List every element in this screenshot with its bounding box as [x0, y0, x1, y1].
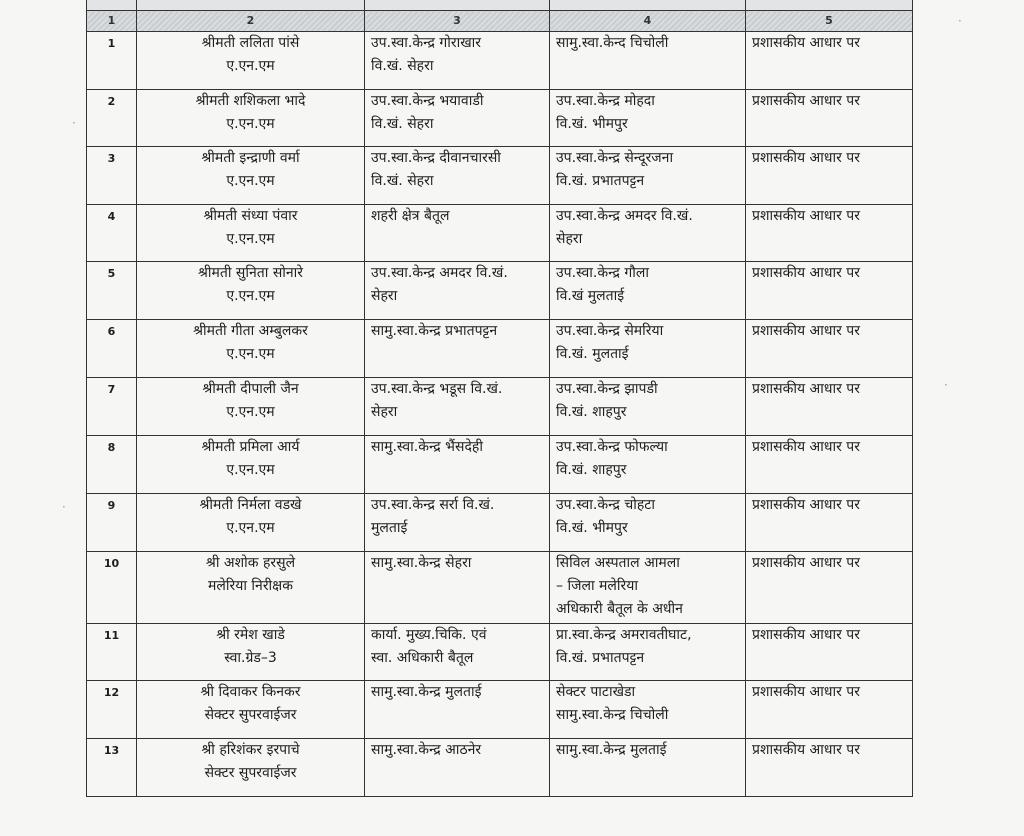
current-posting-cell-line: कार्या. मुख्य.चिकि. एवं — [371, 627, 487, 643]
employee-name-cell-line: सेक्टर सुपरवाईजर — [204, 707, 297, 723]
new-posting-cell — [550, 320, 746, 378]
new-posting-cell-line: उप.स्वा.केन्द्र फोफल्या — [556, 439, 668, 455]
employee-name-cell-line: ए.एन.एम — [226, 520, 275, 536]
employee-name-cell — [137, 624, 365, 681]
new-posting-cell — [550, 205, 746, 262]
row-serial-number: 6 — [87, 320, 137, 378]
new-posting-cell — [550, 552, 746, 624]
table-row — [87, 320, 913, 378]
table-header-row — [87, 11, 913, 32]
header-col-5: 5 — [746, 11, 913, 32]
new-posting-cell — [550, 681, 746, 739]
employee-name-cell-line: श्री हरिशंकर इरपाचे — [201, 742, 300, 758]
table-row — [87, 147, 913, 205]
employee-name-cell-line: ए.एन.एम — [226, 346, 275, 362]
employee-name-cell-line: श्रीमती संध्या पंवार — [203, 208, 298, 224]
new-posting-cell-line: वि.खं मुलताई — [556, 288, 625, 304]
current-posting-cell — [365, 494, 550, 552]
row-serial-number: 10 — [87, 552, 137, 624]
employee-name-cell — [137, 262, 365, 320]
current-posting-cell-line: सेहरा — [371, 404, 398, 420]
employee-name-cell-line: स्वा.ग्रेड–3 — [224, 650, 277, 666]
current-posting-cell — [365, 90, 550, 147]
current-posting-cell-line: वि.खं. सेहरा — [371, 58, 434, 74]
new-posting-cell-line: सेक्टर पाटाखेडा — [556, 684, 636, 700]
new-posting-cell-line: उप.स्वा.केन्द्र अमदर वि.खं. — [556, 208, 693, 224]
table-top-strip — [87, 0, 913, 11]
transfer-basis-cell: प्रशासकीय आधार पर — [746, 262, 913, 320]
employee-name-cell-line: श्रीमती इन्द्राणी वर्मा — [201, 150, 300, 166]
current-posting-cell-line: स्वा. अधिकारी बैतूल — [371, 650, 474, 666]
employee-name-cell — [137, 147, 365, 205]
current-posting-cell — [365, 681, 550, 739]
current-posting-cell-line: उप.स्वा.केन्द्र गोराखार — [371, 35, 482, 51]
employee-name-cell-line: श्री रमेश खाडे — [216, 627, 285, 643]
employee-name-cell-line: ए.एन.एम — [226, 462, 275, 478]
current-posting-cell — [365, 552, 550, 624]
transfer-basis-cell: प्रशासकीय आधार पर — [746, 681, 913, 739]
new-posting-cell-line: वि.खं. प्रभातपट्टन — [556, 173, 645, 189]
row-serial-number: 12 — [87, 681, 137, 739]
current-posting-cell-line: वि.खं. सेहरा — [371, 116, 434, 132]
transfer-basis-cell: प्रशासकीय आधार पर — [746, 494, 913, 552]
current-posting-cell-line: सामु.स्वा.केन्द्र मुलताई — [371, 684, 482, 700]
new-posting-cell-line: वि.खं. भीमपुर — [556, 520, 628, 536]
row-serial-number: 9 — [87, 494, 137, 552]
new-posting-cell — [550, 90, 746, 147]
scan-speck: · — [62, 500, 66, 514]
employee-name-cell-line: ए.एन.एम — [226, 231, 275, 247]
current-posting-cell — [365, 205, 550, 262]
table-row — [87, 739, 913, 797]
transfer-basis-cell: प्रशासकीय आधार पर — [746, 205, 913, 262]
new-posting-cell-line: वि.खं. शाहपुर — [556, 462, 627, 478]
row-serial-number: 5 — [87, 262, 137, 320]
new-posting-cell-line: वि.खं. प्रभातपट्टन — [556, 650, 645, 666]
current-posting-cell-line: उप.स्वा.केन्द्र सर्रा वि.खं. — [371, 497, 495, 513]
current-posting-cell-line: वि.खं. सेहरा — [371, 173, 434, 189]
transfer-basis-cell: प्रशासकीय आधार पर — [746, 739, 913, 797]
new-posting-cell-line: सामु.स्वा.केन्द्र चिचोली — [556, 707, 669, 723]
transfer-basis-cell: प्रशासकीय आधार पर — [746, 436, 913, 494]
transfer-basis-cell: प्रशासकीय आधार पर — [746, 624, 913, 681]
row-serial-number: 1 — [87, 32, 137, 90]
employee-name-cell-line: ए.एन.एम — [226, 404, 275, 420]
employee-name-cell-line: श्रीमती शशिकला भादे — [195, 93, 306, 109]
row-serial-number: 3 — [87, 147, 137, 205]
row-serial-number: 8 — [87, 436, 137, 494]
new-posting-cell-line: सिविल अस्पताल आमला — [556, 555, 680, 571]
table-row — [87, 205, 913, 262]
employee-name-cell — [137, 378, 365, 436]
header-col-4: 4 — [550, 11, 746, 32]
current-posting-cell-line: सामु.स्वा.केन्द्र प्रभातपट्टन — [371, 323, 498, 339]
table-row — [87, 436, 913, 494]
row-serial-number: 4 — [87, 205, 137, 262]
employee-name-cell-line: ए.एन.एम — [226, 288, 275, 304]
employee-name-cell — [137, 436, 365, 494]
current-posting-cell-line: सेहरा — [371, 288, 398, 304]
employee-name-cell — [137, 494, 365, 552]
table-row — [87, 494, 913, 552]
row-serial-number: 11 — [87, 624, 137, 681]
scan-speck: · — [944, 378, 948, 392]
new-posting-cell-line: अधिकारी बैतूल के अधीन — [556, 601, 683, 617]
current-posting-cell-line: सामु.स्वा.केन्द्र भैंसदेही — [371, 439, 483, 455]
transfer-basis-cell: प्रशासकीय आधार पर — [746, 320, 913, 378]
new-posting-cell-line: उप.स्वा.केन्द्र सेन्दूरजना — [556, 150, 674, 166]
current-posting-cell-line: उप.स्वा.केन्द्र भडूस वि.खं. — [371, 381, 503, 397]
new-posting-cell — [550, 32, 746, 90]
current-posting-cell-line: सामु.स्वा.केन्द्र सेहरा — [371, 555, 472, 571]
header-col-2: 2 — [137, 11, 365, 32]
new-posting-cell-line: वि.खं. मुलताई — [556, 346, 629, 362]
current-posting-cell — [365, 739, 550, 797]
employee-name-cell-line: श्रीमती गीता अम्बुलकर — [193, 323, 308, 339]
current-posting-cell — [365, 378, 550, 436]
new-posting-cell-line: वि.खं. भीमपुर — [556, 116, 628, 132]
table-row — [87, 262, 913, 320]
table-row — [87, 681, 913, 739]
employee-name-cell — [137, 552, 365, 624]
new-posting-cell-line: सामु.स्वा.केन्द्र मुलताई — [556, 742, 667, 758]
transfer-basis-cell: प्रशासकीय आधार पर — [746, 32, 913, 90]
employee-name-cell-line: मलेरिया निरीक्षक — [208, 578, 293, 594]
new-posting-cell-line: प्रा.स्वा.केन्द्र अमरावतीघाट, — [556, 627, 692, 643]
current-posting-cell — [365, 147, 550, 205]
current-posting-cell-line: सामु.स्वा.केन्द्र आठनेर — [371, 742, 482, 758]
new-posting-cell-line: उप.स्वा.केन्द्र चोहटा — [556, 497, 655, 513]
transfer-table — [86, 0, 913, 797]
current-posting-cell — [365, 624, 550, 681]
new-posting-cell-line: उप.स्वा.केन्द्र मोहदा — [556, 93, 655, 109]
table-row — [87, 624, 913, 681]
new-posting-cell-line: उप.स्वा.केन्द्र सेमरिया — [556, 323, 664, 339]
current-posting-cell-line: उप.स्वा.केन्द्र भयावाडी — [371, 93, 484, 109]
current-posting-cell — [365, 436, 550, 494]
row-serial-number: 7 — [87, 378, 137, 436]
new-posting-cell-line: उप.स्वा.केन्द्र गौला — [556, 265, 649, 281]
employee-name-cell-line: ए.एन.एम — [226, 173, 275, 189]
current-posting-cell-line: मुलताई — [371, 520, 408, 536]
new-posting-cell-line: वि.खं. शाहपुर — [556, 404, 627, 420]
current-posting-cell — [365, 262, 550, 320]
current-posting-cell-line: शहरी क्षेत्र बैतूल — [371, 208, 450, 224]
transfer-basis-cell: प्रशासकीय आधार पर — [746, 147, 913, 205]
new-posting-cell-line: – जिला मलेरिया — [556, 578, 638, 594]
new-posting-cell-line: सामु.स्वा.केन्द चिचोली — [556, 35, 669, 51]
transfer-table-container — [86, 0, 912, 797]
new-posting-cell — [550, 624, 746, 681]
employee-name-cell-line: श्रीमती ललिता पांसे — [201, 35, 300, 51]
employee-name-cell — [137, 681, 365, 739]
employee-name-cell-line: श्री अशोक हरसुले — [205, 555, 296, 571]
new-posting-cell-line: उप.स्वा.केन्द्र झापडी — [556, 381, 658, 397]
table-row — [87, 552, 913, 624]
new-posting-cell-line: सेहरा — [556, 231, 583, 247]
current-posting-cell — [365, 320, 550, 378]
row-serial-number: 13 — [87, 739, 137, 797]
row-serial-number: 2 — [87, 90, 137, 147]
header-col-1: 1 — [87, 11, 137, 32]
transfer-basis-cell: प्रशासकीय आधार पर — [746, 378, 913, 436]
new-posting-cell — [550, 147, 746, 205]
transfer-basis-cell: प्रशासकीय आधार पर — [746, 90, 913, 147]
employee-name-cell — [137, 320, 365, 378]
header-col-3: 3 — [365, 11, 550, 32]
employee-name-cell — [137, 205, 365, 262]
employee-name-cell-line: सेक्टर सुपरवाईजर — [204, 765, 297, 781]
scan-speck: · — [72, 116, 76, 130]
scan-speck: · — [958, 14, 962, 28]
new-posting-cell — [550, 436, 746, 494]
current-posting-cell-line: उप.स्वा.केन्द्र दीवानचारसी — [371, 150, 501, 166]
new-posting-cell — [550, 262, 746, 320]
employee-name-cell-line: ए.एन.एम — [226, 116, 275, 132]
employee-name-cell-line: श्रीमती निर्मला वडखे — [199, 497, 302, 513]
table-row — [87, 378, 913, 436]
table-row — [87, 90, 913, 147]
new-posting-cell — [550, 739, 746, 797]
employee-name-cell-line: श्री दिवाकर किनकर — [200, 684, 301, 700]
new-posting-cell — [550, 378, 746, 436]
employee-name-cell-line: श्रीमती सुनिता सोनारे — [197, 265, 304, 281]
table-row — [87, 32, 913, 90]
current-posting-cell-line: उप.स्वा.केन्द्र अमदर वि.खं. — [371, 265, 508, 281]
new-posting-cell — [550, 494, 746, 552]
current-posting-cell — [365, 32, 550, 90]
transfer-basis-cell: प्रशासकीय आधार पर — [746, 552, 913, 624]
employee-name-cell — [137, 90, 365, 147]
employee-name-cell — [137, 739, 365, 797]
employee-name-cell-line: श्रीमती प्रमिला आर्य — [201, 439, 300, 455]
employee-name-cell-line: श्रीमती दीपाली जैन — [202, 381, 299, 397]
employee-name-cell-line: ए.एन.एम — [226, 58, 275, 74]
employee-name-cell — [137, 32, 365, 90]
